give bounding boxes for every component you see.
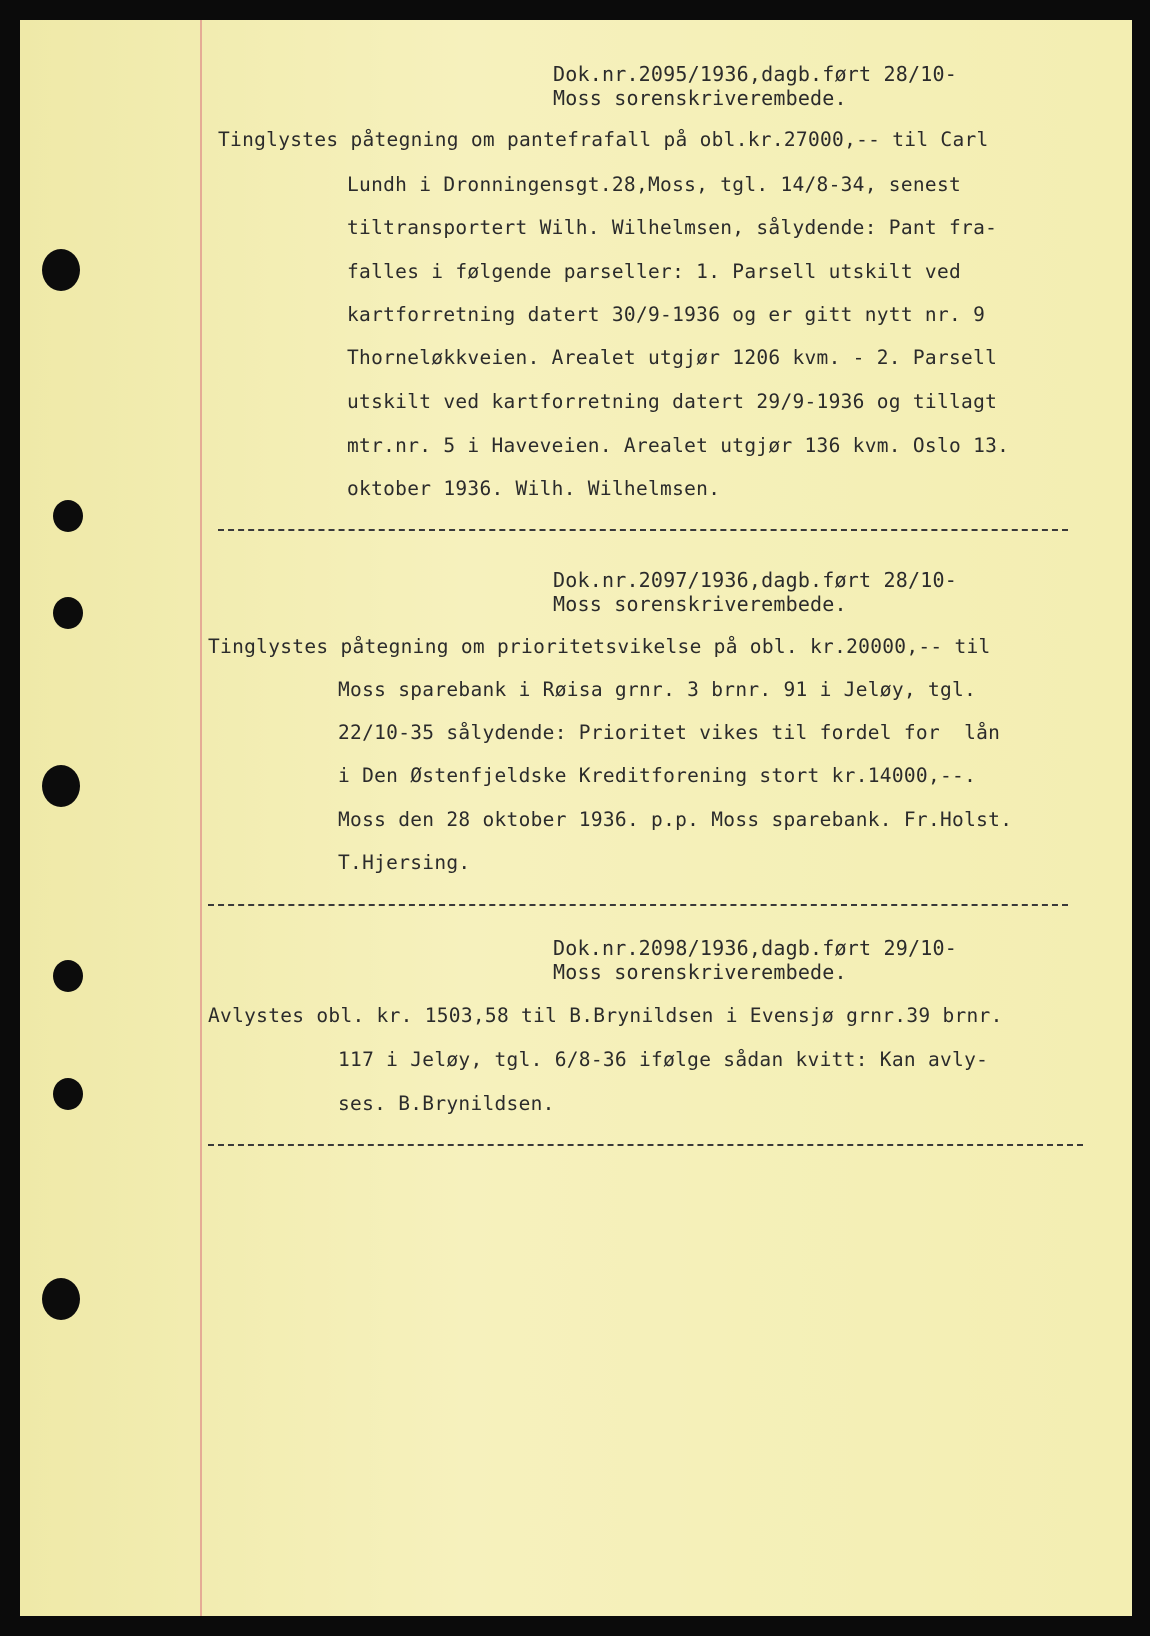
punch-hole xyxy=(42,249,80,291)
entry-separator xyxy=(218,529,1068,531)
punch-hole xyxy=(53,500,83,532)
margin-rule xyxy=(200,20,202,1616)
entry-text-line: Avlystes obl. kr. 1503,58 til B.Brynildsen i Evensjø grnr.39 brnr. xyxy=(208,1004,1003,1027)
entry-header-office: Moss sorenskriverembede. xyxy=(553,960,847,984)
punch-hole xyxy=(42,765,80,807)
entry-text-line: kartforretning datert 30/9-1936 og er gitt nytt nr. 9 xyxy=(347,303,986,326)
entry-text-line: 22/10-35 sålydende: Prioritet vikes til fordel for lån xyxy=(338,721,1001,744)
entry-header-docnr: Dok.nr.2095/1936,dagb.ført 28/10- xyxy=(553,62,957,86)
entry-header-docnr: Dok.nr.2097/1936,dagb.ført 28/10- xyxy=(553,568,957,592)
entry-text-line: tiltransportert Wilh. Wilhelmsen, sålydende: Pant fra- xyxy=(347,216,998,239)
punch-hole xyxy=(53,960,83,992)
entry-header-docnr: Dok.nr.2098/1936,dagb.ført 29/10- xyxy=(553,936,957,960)
entry-text-line: oktober 1936. Wilh. Wilhelmsen. xyxy=(347,477,721,500)
entry-text-line: Thorneløkkveien. Arealet utgjør 1206 kvm. - 2. Parsell xyxy=(347,346,998,369)
entry-text-line: Lundh i Dronningensgt.28,Moss, tgl. 14/8-34, senest xyxy=(347,173,962,196)
entry-header-office: Moss sorenskriverembede. xyxy=(553,592,847,616)
entry-text-line: falles i følgende parseller: 1. Parsell utskilt ved xyxy=(347,260,962,283)
entry-separator xyxy=(208,904,1068,906)
punch-hole xyxy=(53,597,83,629)
punch-hole xyxy=(42,1278,80,1320)
entry-text-line: mtr.nr. 5 i Haveveien. Arealet utgjør 136 kvm. Oslo 13. xyxy=(347,434,1010,457)
entry-text-line: T.Hjersing. xyxy=(338,851,471,874)
entry-text-line: utskilt ved kartforretning datert 29/9-1936 og tillagt xyxy=(347,390,998,413)
entry-text-line: Moss sparebank i Røisa grnr. 3 brnr. 91 i Jeløy, tgl. xyxy=(338,678,977,701)
entry-separator xyxy=(208,1144,1083,1146)
entry-text-line: ses. B.Brynildsen. xyxy=(338,1092,555,1115)
document-page xyxy=(20,20,1132,1616)
entry-text-line: Tinglystes påtegning om prioritetsvikelse på obl. kr.20000,-- til xyxy=(208,635,991,658)
entry-text-line: 117 i Jeløy, tgl. 6/8-36 ifølge sådan kvitt: Kan avly- xyxy=(338,1048,989,1071)
entry-text-line: i Den Østenfjeldske Kreditforening stort kr.14000,--. xyxy=(338,764,977,787)
entry-text-line: Moss den 28 oktober 1936. p.p. Moss sparebank. Fr.Holst. xyxy=(338,808,1013,831)
entry-text-line: Tinglystes påtegning om pantefrafall på obl.kr.27000,-- til Carl xyxy=(218,128,989,151)
punch-hole xyxy=(53,1078,83,1110)
entry-header-office: Moss sorenskriverembede. xyxy=(553,86,847,110)
